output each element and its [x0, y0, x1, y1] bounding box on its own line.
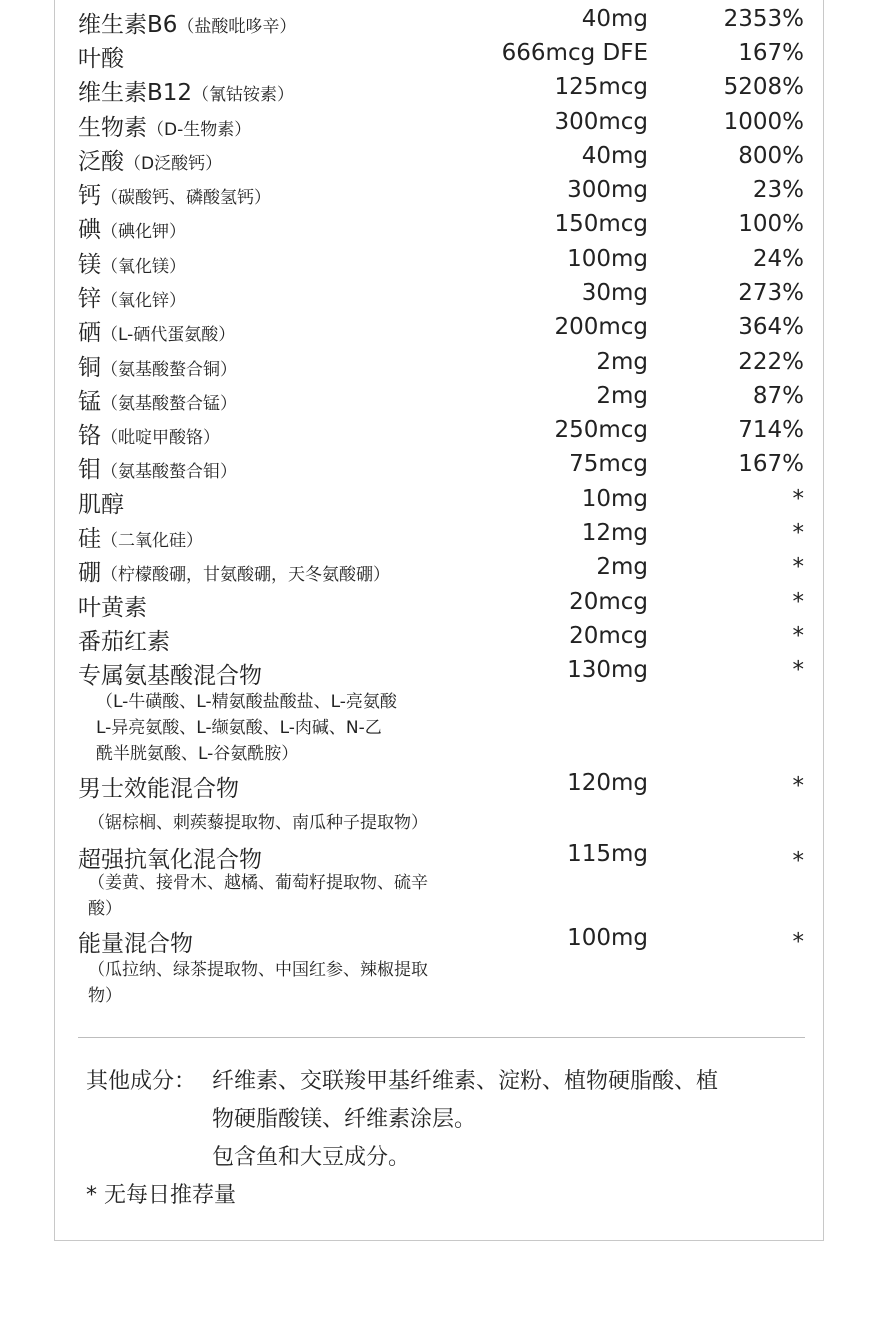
blend-description: 酸）: [88, 899, 122, 919]
blend-description: （L-牛磺酸、L-精氨酸盐酸盐、L-亮氨酸: [96, 692, 397, 712]
blend-amount: 130mg: [567, 657, 648, 683]
nutrient-source: （二氧化硅）: [101, 531, 203, 551]
nutrient-name-text: 泛酸: [78, 149, 124, 175]
nutrient-name: [78, 486, 124, 519]
nutrient-name: [78, 417, 220, 450]
other-ingredients-line: 包含鱼和大豆成分。: [212, 1145, 411, 1170]
nutrient-name-text: 锰: [78, 389, 101, 415]
nutrient-name-text: 叶黄素: [78, 595, 147, 621]
nutrient-amount: 200mcg: [554, 314, 648, 340]
nutrient-name: [78, 40, 124, 73]
nutrient-source: （吡啶甲酸铬）: [101, 428, 220, 448]
nutrient-name-text: 生物素: [78, 115, 147, 141]
nutrient-name: [78, 177, 271, 210]
nutrient-amount: 2mg: [596, 554, 648, 580]
table-row: [78, 246, 806, 280]
other-ingredients-line: 纤维素、交联羧甲基纤维素、淀粉、植物硬脂酸、植: [212, 1069, 719, 1094]
nutrient-daily-value: *: [792, 554, 804, 580]
nutrient-name: [78, 554, 390, 587]
nutrient-amount: 300mcg: [554, 109, 648, 135]
nutrient-amount: 2mg: [596, 349, 648, 375]
nutrient-daily-value: 23%: [752, 177, 804, 203]
nutrient-name-text: 维生素B6: [78, 12, 178, 38]
nutrient-name-text: 锌: [78, 286, 101, 312]
blend-description: （姜黄、接骨木、越橘、葡萄籽提取物、硫辛: [88, 873, 428, 893]
blend-daily-value: *: [792, 848, 804, 874]
nutrient-source: （氨基酸螯合铜）: [101, 360, 237, 380]
nutrient-amount: 40mg: [581, 6, 648, 32]
nutrient-source: （L-硒代蛋氨酸）: [101, 325, 236, 345]
nutrient-daily-value: 222%: [738, 349, 804, 375]
nutrient-amount: 250mcg: [554, 417, 648, 443]
nutrient-amount: 150mcg: [554, 211, 648, 237]
nutrient-amount: 10mg: [581, 486, 648, 512]
nutrient-name-text: 硼: [78, 560, 101, 586]
nutrient-amount: 20mcg: [569, 623, 648, 649]
table-row: [78, 109, 806, 143]
table-row: [78, 143, 806, 177]
nutrient-name: [78, 589, 147, 622]
other-ingredients-line: 物硬脂酸镁、纤维素涂层。: [212, 1107, 477, 1132]
table-row: [78, 280, 806, 314]
nutrient-name: [78, 349, 237, 382]
nutrient-name-text: 钼: [78, 457, 101, 483]
nutrient-amount: 2mg: [596, 383, 648, 409]
nutrient-name-text: 番茄红素: [78, 629, 170, 655]
nutrient-daily-value: 24%: [752, 246, 804, 272]
nutrient-name: [78, 623, 170, 656]
blend-amount: 100mg: [567, 925, 648, 951]
nutrient-source: （氰钴铵素）: [192, 85, 295, 105]
table-row: [78, 211, 806, 245]
blend-daily-value: *: [792, 929, 804, 955]
nutrient-daily-value: *: [792, 486, 804, 512]
nutrient-daily-value: 714%: [738, 417, 804, 443]
nutrient-name: [78, 520, 203, 553]
blend-description: （锯棕榈、刺蒺藜提取物、南瓜种子提取物）: [88, 813, 428, 833]
nutrient-daily-value: *: [792, 623, 804, 649]
nutrient-daily-value: *: [792, 589, 804, 615]
nutrient-name-text: 钙: [78, 183, 101, 209]
nutrient-source: （氨基酸螯合钼）: [101, 462, 237, 482]
blend-name: 专属氨基酸混合物: [78, 663, 262, 689]
nutrient-name-text: 肌醇: [78, 492, 124, 518]
table-row: [78, 314, 806, 348]
nutrient-name-text: 铬: [78, 423, 101, 449]
nutrient-source: （盐酸吡哆辛）: [177, 17, 297, 37]
nutrient-amount: 40mg: [581, 143, 648, 169]
nutrient-daily-value: 364%: [738, 314, 804, 340]
nutrient-name: [78, 6, 296, 39]
nutrient-source: （D-生物素）: [147, 120, 252, 140]
nutrient-amount: 20mcg: [569, 589, 648, 615]
blend-description: （瓜拉纳、绿茶提取物、中国红参、辣椒提取: [88, 960, 428, 980]
nutrient-daily-value: 5208%: [723, 74, 804, 100]
nutrient-name-text: 碘: [78, 217, 101, 243]
nutrient-daily-value: 2353%: [723, 6, 804, 32]
nutrient-name: [78, 383, 237, 416]
blend-name: 能量混合物: [78, 931, 193, 957]
table-row: [78, 451, 806, 485]
nutrient-name: [78, 451, 237, 484]
nutrient-name-text: 铜: [78, 355, 101, 381]
nutrient-amount: 75mcg: [569, 451, 648, 477]
blend-amount: 120mg: [567, 770, 648, 796]
blend-name: 男士效能混合物: [78, 776, 239, 802]
nutrient-name-text: 叶酸: [78, 46, 124, 72]
nutrient-source: （柠檬酸硼，甘氨酸硼，天冬氨酸硼）: [101, 565, 390, 585]
nutrient-daily-value: 167%: [738, 451, 804, 477]
table-row: [78, 383, 806, 417]
nutrient-amount: 666mcg DFE: [501, 40, 648, 66]
nutrient-source: （氧化锌）: [101, 291, 186, 311]
table-row: [78, 6, 806, 40]
nutrient-source: （碳酸钙、磷酸氢钙）: [101, 188, 271, 208]
nutrient-source: （氧化镁）: [101, 257, 186, 277]
nutrient-daily-value: 273%: [738, 280, 804, 306]
nutrient-daily-value: *: [792, 520, 804, 546]
blend-description: L-异亮氨酸、L-缬氨酸、L-肉碱、N-乙: [96, 718, 382, 738]
table-row: [78, 520, 806, 554]
blend-description: 物）: [88, 986, 122, 1006]
nutrient-amount: 125mcg: [554, 74, 648, 100]
nutrient-name-text: 硅: [78, 526, 101, 552]
divider: [78, 1037, 805, 1038]
table-row: [78, 40, 806, 74]
table-row: [78, 623, 806, 657]
nutrient-name: [78, 74, 294, 107]
table-row: [78, 486, 806, 520]
nutrient-amount: 30mg: [581, 280, 648, 306]
nutrient-daily-value: 100%: [738, 211, 804, 237]
table-row: [78, 554, 806, 588]
nutrient-name: [78, 280, 186, 313]
blend-daily-value: *: [792, 773, 804, 799]
nutrient-name-text: 硒: [78, 320, 101, 346]
nutrient-daily-value: 167%: [738, 40, 804, 66]
other-ingredients-label: 其他成分：: [86, 1069, 197, 1094]
blend-description: 酰半胱氨酸、L-谷氨酰胺）: [96, 744, 299, 764]
table-row: [78, 417, 806, 451]
nutrient-name: [78, 109, 251, 142]
nutrient-name: [78, 246, 186, 279]
nutrient-name-text: 维生素B12: [78, 80, 193, 106]
blend-daily-value: *: [792, 657, 804, 683]
table-row: [78, 349, 806, 383]
nutrient-name: [78, 211, 186, 244]
nutrient-daily-value: 800%: [738, 143, 804, 169]
nutrient-amount: 300mg: [567, 177, 648, 203]
nutrient-amount: 12mg: [581, 520, 648, 546]
nutrient-daily-value: 87%: [752, 383, 804, 409]
table-row: [78, 74, 806, 108]
nutrient-source: （氨基酸螯合锰）: [101, 394, 237, 414]
blend-name: 超强抗氧化混合物: [78, 847, 262, 873]
nutrient-source: （D泛酸钙）: [124, 154, 223, 174]
nutrient-name-text: 镁: [78, 252, 101, 278]
table-row: [78, 589, 806, 623]
nutrient-name: [78, 143, 222, 176]
nutrient-daily-value: 1000%: [723, 109, 804, 135]
nutrient-name: [78, 314, 235, 347]
footnote: * 无每日推荐量: [86, 1183, 236, 1208]
nutrient-amount: 100mg: [567, 246, 648, 272]
blend-amount: 115mg: [567, 841, 648, 867]
table-row: [78, 177, 806, 211]
nutrient-source: （碘化钾）: [101, 222, 186, 242]
